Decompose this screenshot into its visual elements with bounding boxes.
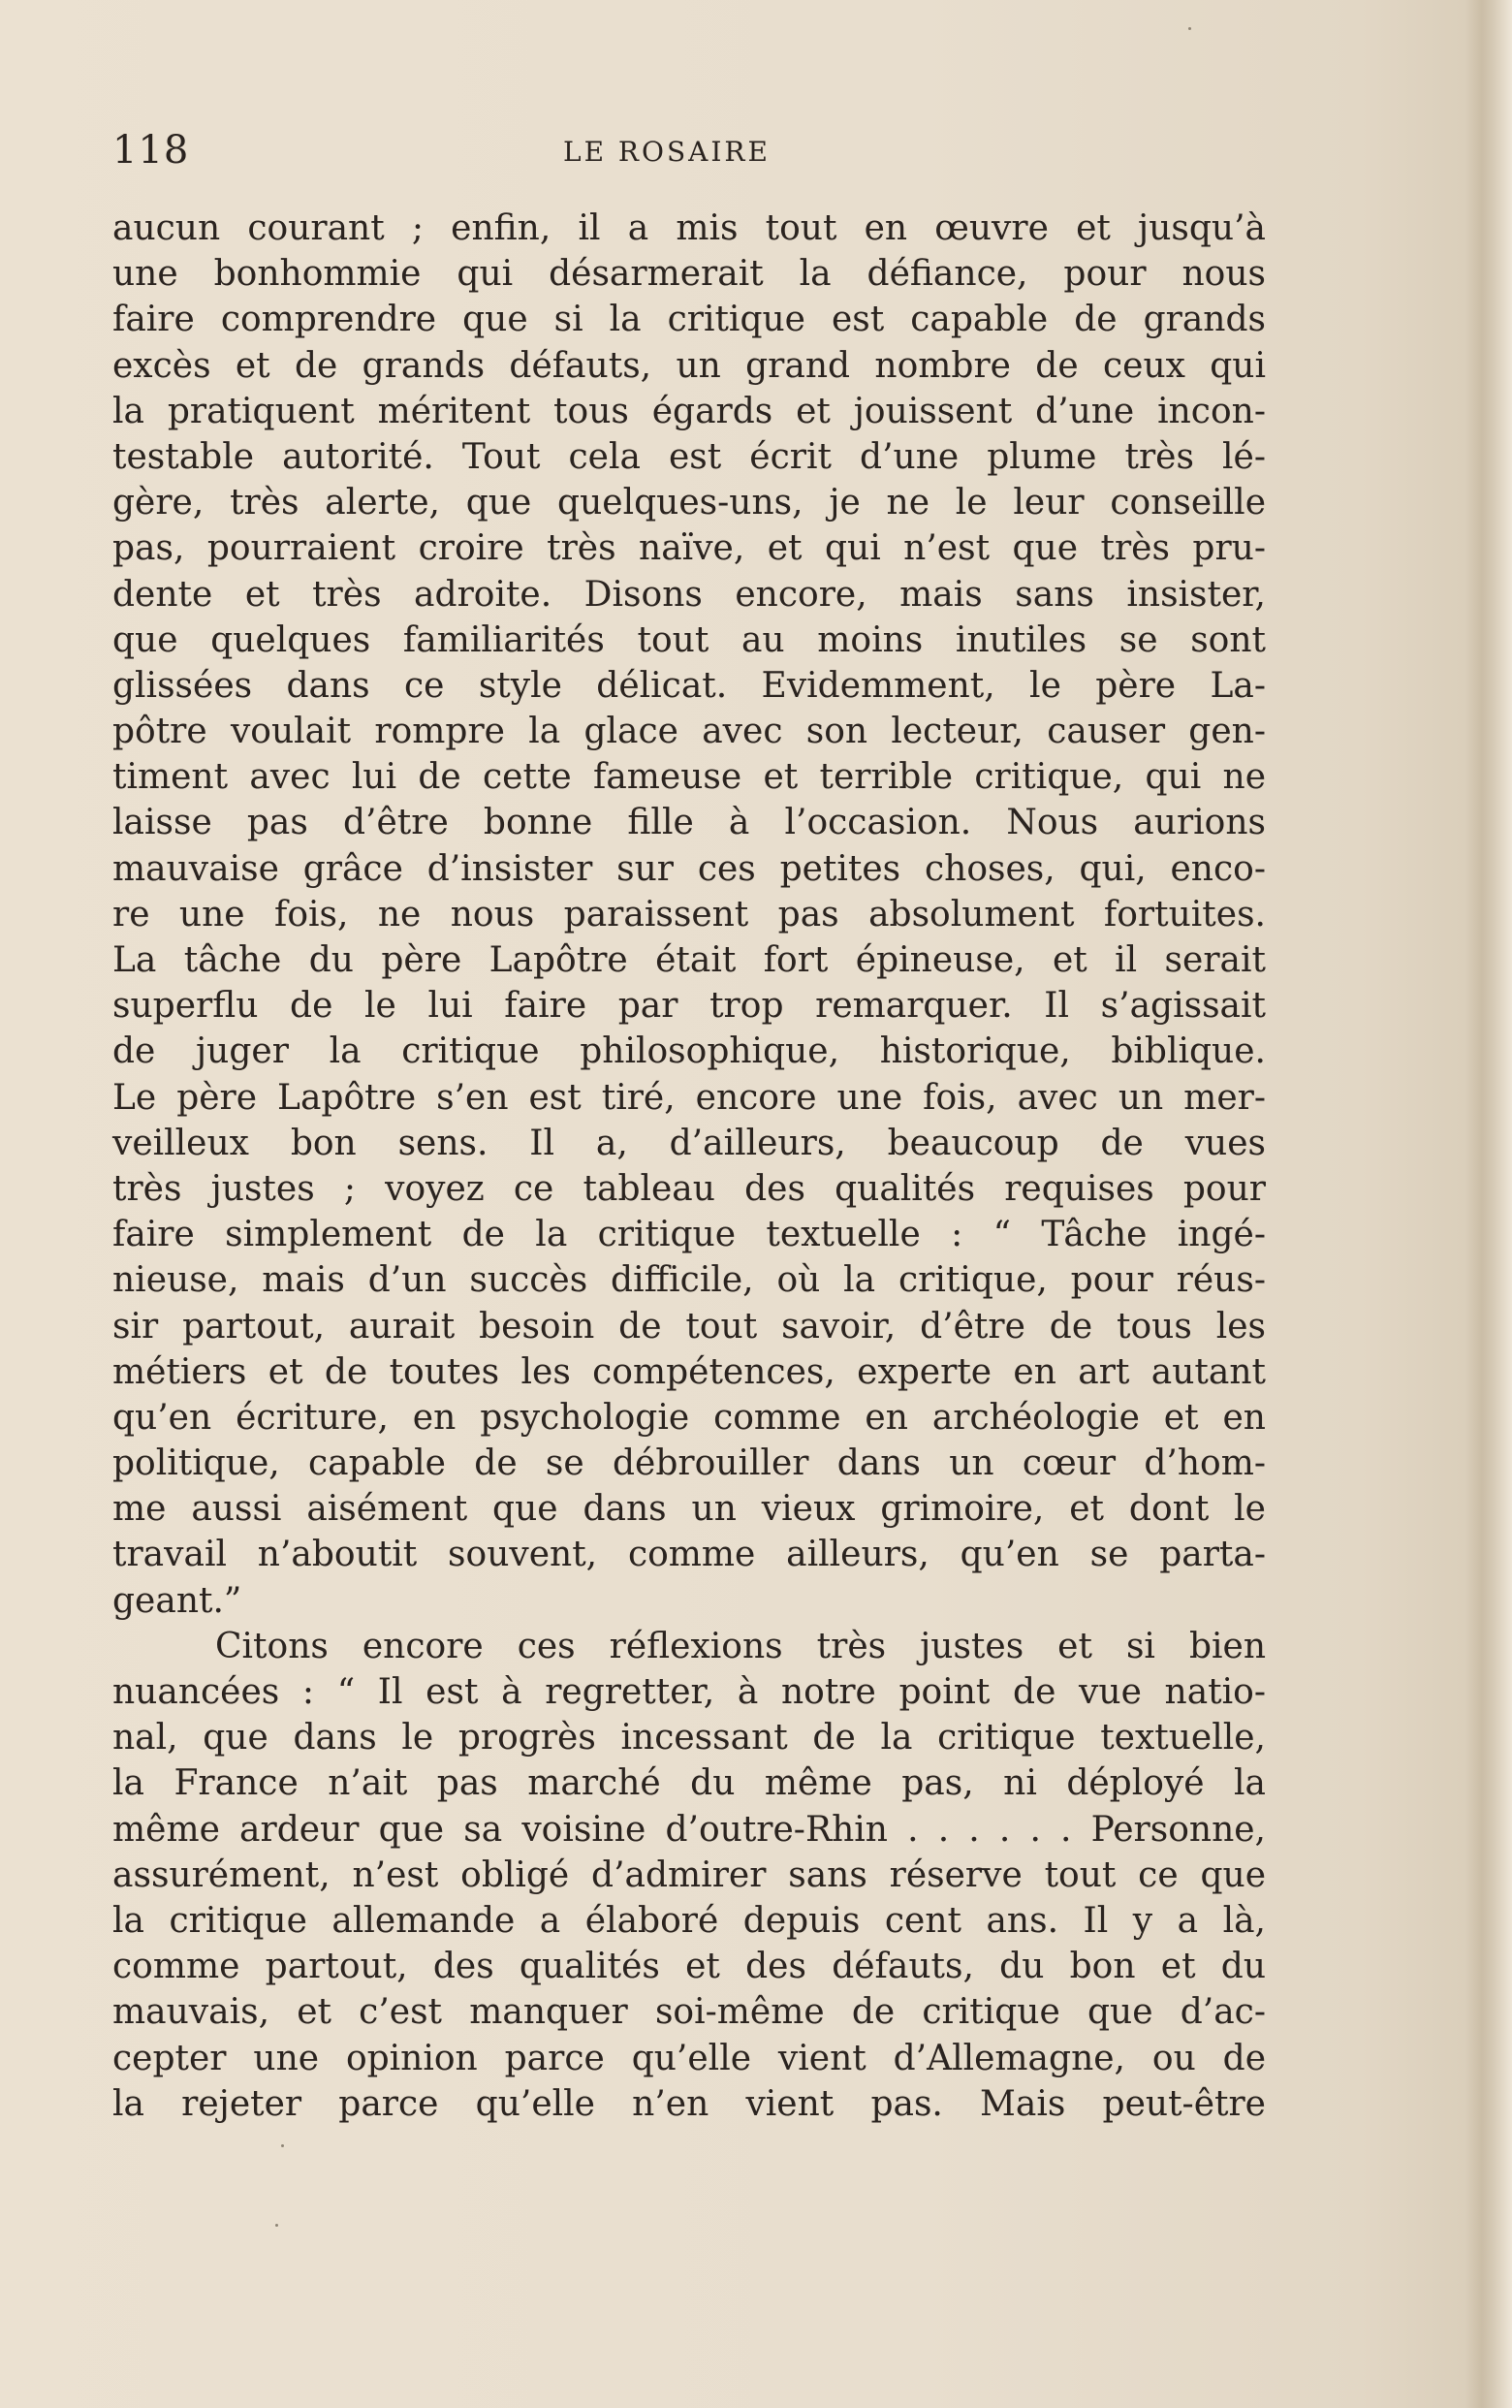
text-line: nal, que dans le progrès incessant de la critique textuelle,	[112, 1718, 1266, 1758]
text-line: mauvais, et c’est manquer soi-même de critique que d’ac-	[112, 1992, 1266, 2033]
text-line: Citons encore ces réflexions très justes et si bien	[215, 1626, 1266, 1666]
text-line: laisse pas d’être bonne fille à l’occasion. Nous aurions	[112, 803, 1266, 843]
text-line: sir partout, aurait besoin de tout savoir, d’être de tous les	[112, 1306, 1266, 1347]
paper-speck	[275, 2224, 278, 2227]
text-line: geant.”	[112, 1580, 242, 1621]
text-line: pôtre voulait rompre la glace avec son lecteur, causer gen-	[112, 712, 1266, 752]
text-line: comme partout, des qualités et des défauts, du bon et du	[112, 1947, 1266, 1987]
text-line: Le père Lapôtre s’en est tiré, encore une fois, avec un mer-	[112, 1077, 1266, 1118]
text-line: pas, pourraient croire très naïve, et qui n’est que très pru-	[112, 528, 1266, 569]
text-line: travail n’aboutit souvent, comme ailleurs, qu’en se parta-	[112, 1535, 1266, 1575]
text-line: la rejeter parce qu’elle n’en vient pas. Mais peut-être	[112, 2083, 1266, 2124]
body-text	[112, 206, 1266, 2127]
text-line: faire simplement de la critique textuelle : “ Tâche ingé-	[112, 1215, 1266, 1255]
text-line: me aussi aisément que dans un vieux grimoire, et dont le	[112, 1489, 1266, 1530]
text-line: politique, capable de se débrouiller dans un cœur d’hom-	[112, 1443, 1266, 1484]
text-line: nuancées : “ Il est à regretter, à notre point de vue natio-	[112, 1672, 1266, 1712]
paper-speck	[1188, 27, 1191, 30]
text-line: La tâche du père Lapôtre était fort épineuse, et il serait	[112, 940, 1266, 980]
text-line: de juger la critique philosophique, historique, biblique.	[112, 1031, 1266, 1072]
text-line: re une fois, ne nous paraissent pas absolument fortuites.	[112, 894, 1266, 935]
text-line: la pratiquent méritent tous égards et jouissent d’une incon-	[112, 391, 1266, 431]
text-line: la critique allemande a élaboré depuis cent ans. Il y a là,	[112, 1900, 1266, 1941]
text-line: gère, très alerte, que quelques-uns, je ne le leur conseille	[112, 483, 1266, 523]
text-line: excès et de grands défauts, un grand nombre de ceux qui	[112, 345, 1266, 386]
text-line: la France n’ait pas marché du même pas, ni déployé la	[112, 1763, 1266, 1804]
text-line: testable autorité. Tout cela est écrit d’une plume très lé-	[112, 436, 1266, 477]
text-line: même ardeur que sa voisine d’outre-Rhin . . . . . . Personne,	[112, 1809, 1266, 1850]
paper-speck	[281, 2144, 284, 2147]
text-line: superflu de le lui faire par trop remarquer. Il s’agissait	[112, 986, 1266, 1027]
text-line: mauvaise grâce d’insister sur ces petites choses, qui, enco-	[112, 848, 1266, 889]
text-line: timent avec lui de cette fameuse et terrible critique, qui ne	[112, 757, 1266, 798]
running-head: LE ROSAIRE	[563, 136, 771, 168]
text-line: assurément, n’est obligé d’admirer sans réserve tout ce que	[112, 1854, 1266, 1895]
page-header	[112, 128, 1266, 186]
text-line: veilleux bon sens. Il a, d’ailleurs, beaucoup de vues	[112, 1123, 1266, 1163]
text-line: dente et très adroite. Disons encore, mais sans insister,	[112, 574, 1266, 615]
text-line: nieuse, mais d’un succès difficile, où la critique, pour réus-	[112, 1260, 1266, 1301]
text-line: qu’en écriture, en psychologie comme en archéologie et en	[112, 1397, 1266, 1438]
page-edge-shadow	[1465, 0, 1512, 2408]
text-line: que quelques familiarités tout au moins inutiles se sont	[112, 619, 1266, 660]
page-number: 118	[112, 128, 190, 173]
text-line: très justes ; voyez ce tableau des qualités requises pour	[112, 1168, 1266, 1209]
text-line: aucun courant ; enfin, il a mis tout en œuvre et jusqu’à	[112, 208, 1266, 248]
text-line: métiers et de toutes les compétences, experte en art autant	[112, 1351, 1266, 1392]
text-line: faire comprendre que si la critique est capable de grands	[112, 300, 1266, 340]
text-line: une bonhommie qui désarmerait la défiance, pour nous	[112, 254, 1266, 295]
text-line: cepter une opinion parce qu’elle vient d’Allemagne, ou de	[112, 2038, 1266, 2078]
text-line: glissées dans ce style délicat. Evidemment, le père La-	[112, 665, 1266, 706]
